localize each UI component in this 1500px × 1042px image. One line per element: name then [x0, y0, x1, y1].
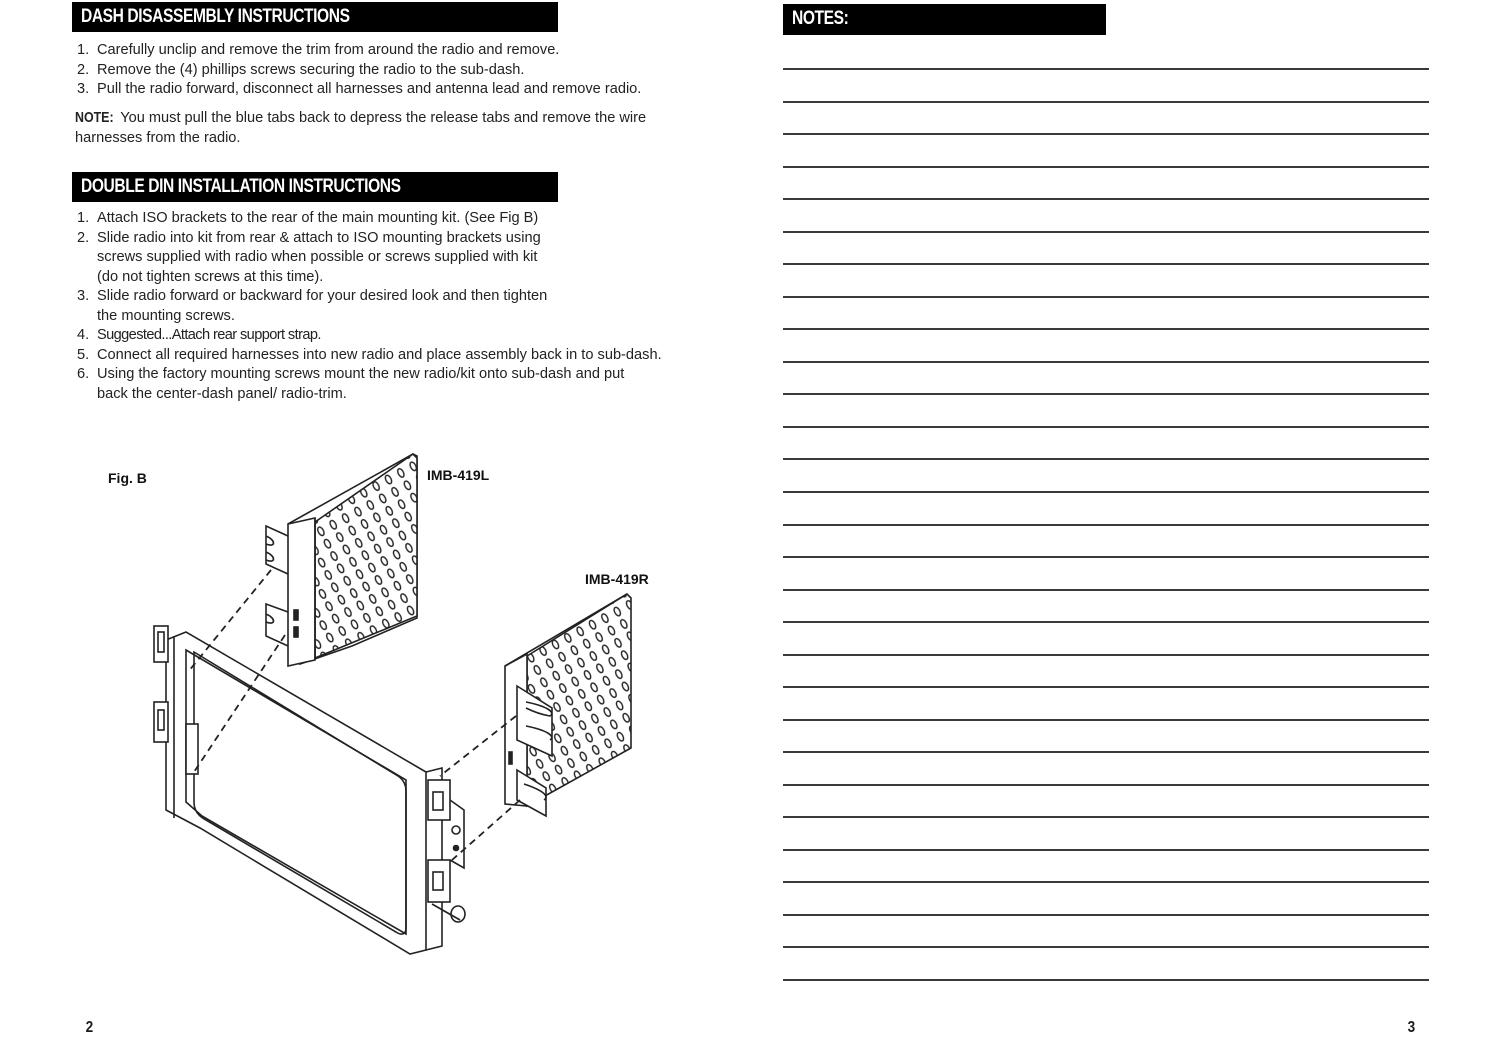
note-line[interactable] [783, 361, 1429, 363]
page-number-right-text: 3 [1407, 1019, 1416, 1036]
note-line[interactable] [783, 101, 1429, 103]
step-text: Carefully unclip and remove the trim from around the radio and remove. [97, 42, 560, 58]
note-text: You must pull the blue tabs back to depress the release tabs and remove the wire harnesses from the radio. [75, 110, 647, 146]
step-number: 1. [77, 210, 90, 226]
note-line[interactable] [783, 426, 1429, 428]
list-item [74, 80, 734, 100]
step-line: Slide radio forward or backward for your desired look and then tighten [97, 288, 548, 304]
note-line[interactable] [783, 524, 1429, 526]
list-item [74, 346, 734, 366]
note-line[interactable] [783, 946, 1429, 948]
step-number: 5. [77, 346, 90, 363]
page-number-left [85, 1019, 94, 1037]
note-line[interactable] [783, 621, 1429, 623]
note-line[interactable] [783, 68, 1429, 70]
notes-heading-text: NOTES: [792, 8, 849, 29]
note-line[interactable] [783, 784, 1429, 786]
step-number: 2. [77, 229, 90, 246]
step-number: 3. [77, 288, 90, 304]
step-number: 1. [77, 42, 90, 58]
step-number: 2. [77, 61, 90, 78]
dash-disassembly-steps [74, 41, 734, 100]
note-line[interactable] [783, 166, 1429, 168]
list-item [74, 61, 734, 81]
note-line[interactable] [783, 654, 1429, 656]
disassembly-note [75, 108, 715, 148]
note-line[interactable] [783, 296, 1429, 298]
page-number-right [1407, 1019, 1416, 1037]
figure-title: Fig. B [108, 470, 147, 486]
note-line[interactable] [783, 751, 1429, 753]
step-line: the mounting screws. [97, 307, 235, 324]
dash-disassembly-heading-text: DASH DISASSEMBLY INSTRUCTIONS [81, 6, 350, 27]
note-line[interactable] [783, 198, 1429, 200]
step-number: 6. [77, 366, 90, 382]
note-line[interactable] [783, 133, 1429, 135]
step-line: (do not tighten screws at this time). [97, 268, 324, 285]
note-line[interactable] [783, 849, 1429, 851]
figure-b-diagram [90, 440, 690, 970]
step-line: Attach ISO brackets to the rear of the main mounting kit. (See Fig B) [97, 210, 539, 226]
note-line[interactable] [783, 686, 1429, 688]
list-item [74, 365, 734, 404]
bracket-left-illustration [266, 454, 417, 666]
notes-heading [783, 4, 1106, 35]
double-din-steps [74, 209, 734, 404]
dash-disassembly-heading [72, 2, 558, 32]
step-line: Suggested...Attach rear support strap. [97, 327, 321, 343]
step-line: Slide radio into kit from rear & attach to ISO mounting brackets using [97, 229, 541, 246]
note-line[interactable] [783, 263, 1429, 265]
double-din-heading-text: DOUBLE DIN INSTALLATION INSTRUCTIONS [81, 176, 401, 197]
bracket-right-illustration [505, 594, 631, 816]
note-line[interactable] [783, 556, 1429, 558]
step-line: screws supplied with radio when possible or screws supplied with kit [97, 249, 538, 265]
page-number-left-text: 2 [85, 1019, 94, 1036]
note-label: NOTE: [75, 110, 114, 126]
note-line[interactable] [783, 881, 1429, 883]
double-din-heading [72, 172, 558, 202]
bracket-left-label: IMB-419L [427, 467, 490, 483]
list-item [74, 326, 734, 346]
kit-frame-illustration [154, 626, 465, 954]
list-item [74, 287, 734, 326]
note-line[interactable] [783, 979, 1429, 981]
step-line: Connect all required harnesses into new radio and place assembly back in to sub-dash. [97, 346, 662, 363]
step-number: 4. [77, 327, 90, 343]
step-number: 3. [77, 81, 90, 97]
step-text: Remove the (4) phillips screws securing the radio to the sub-dash. [97, 61, 525, 78]
step-line: Using the factory mounting screws mount the new radio/kit onto sub-dash and put [97, 366, 625, 382]
note-line[interactable] [783, 458, 1429, 460]
note-line[interactable] [783, 914, 1429, 916]
note-line[interactable] [783, 393, 1429, 395]
note-line[interactable] [783, 328, 1429, 330]
bracket-right-label: IMB-419R [585, 571, 649, 587]
list-item [74, 209, 734, 229]
note-line[interactable] [783, 589, 1429, 591]
list-item [74, 229, 734, 288]
step-line: back the center-dash panel/ radio-trim. [97, 385, 347, 402]
step-text: Pull the radio forward, disconnect all harnesses and antenna lead and remove radio. [97, 81, 642, 97]
note-line[interactable] [783, 231, 1429, 233]
note-line[interactable] [783, 816, 1429, 818]
list-item [74, 41, 734, 61]
note-line[interactable] [783, 491, 1429, 493]
note-line[interactable] [783, 719, 1429, 721]
